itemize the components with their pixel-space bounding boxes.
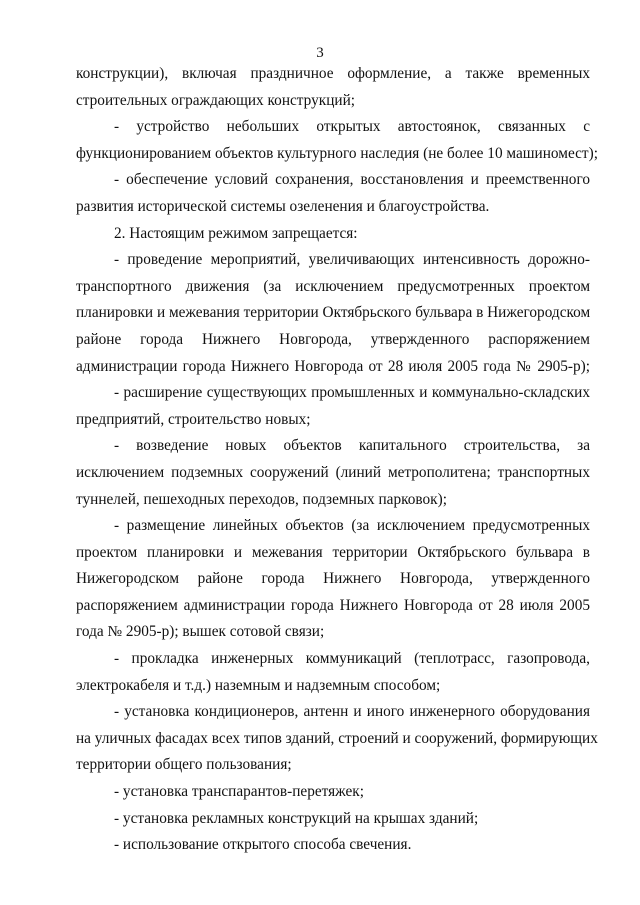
text-line: распоряжением администрации города Нижнего Новгорода от 28 июля 2005 (76, 596, 590, 614)
text-line: - возведение новых объектов капитального строительства, за (114, 437, 590, 455)
text-line: функционированием объектов культурного наследия (не более 10 машиномест); (76, 144, 598, 162)
text-line: исключением подземных сооружений (линий метрополитена; транспортных (76, 463, 590, 481)
text-line: планировки и межевания территории Октябрьского бульвара в Нижегородском (76, 304, 591, 322)
text-line: туннелей, пешеходных переходов, подземных парковок); (76, 490, 447, 508)
text-line: предприятий, строительство новых; (76, 410, 311, 428)
text-line: транспортного движения (за исключением предусмотренных проектом (76, 277, 590, 295)
page-number: 3 (316, 45, 324, 61)
text-line: - устройство небольших открытых автостоянок, связанных с (114, 118, 590, 136)
text-line: года № 2905-р); вышек сотовой связи; (76, 623, 325, 641)
text-line: - расширение существующих промышленных и коммунально-складских (114, 384, 590, 402)
text-line: - установка транспарантов-перетяжек; (114, 783, 364, 801)
text-line: - прокладка инженерных коммуникаций (теплотрасс, газопровода, (114, 650, 590, 668)
text-line: - установка рекламных конструкций на крышах зданий; (114, 809, 479, 827)
text-line: - использование открытого способа свечения. (114, 836, 412, 854)
text-line: проектом планировки и межевания территории Октябрьского бульвара в (76, 543, 590, 561)
text-line: - размещение линейных объектов (за исключением предусмотренных (114, 517, 590, 535)
text-line: на уличных фасадах всех типов зданий, строений и сооружений, формирующих (76, 729, 598, 747)
text-line: районе города Нижнего Новгорода, утвержденного распоряжением (76, 330, 590, 348)
document-body (76, 61, 598, 859)
text-line: территории общего пользования; (76, 756, 292, 774)
text-line: Нижегородском районе города Нижнего Новгорода, утвержденного (76, 570, 590, 588)
text-line: - установка кондиционеров, антенн и иного инженерного оборудования (114, 703, 590, 721)
text-line: - обеспечение условий сохранения, восстановления и преемственного (114, 171, 590, 189)
text-line: - проведение мероприятий, увеличивающих интенсивность дорожно- (114, 251, 590, 269)
text-line: электрокабеля и т.д.) наземным и надземным способом; (76, 676, 441, 694)
text-line: строительных ограждающих конструкций; (76, 91, 356, 109)
text-line: администрации города Нижнего Новгорода от 28 июля 2005 года № 2905-р); (76, 357, 590, 375)
text-line: 2. Настоящим режимом запрещается: (114, 224, 358, 242)
text-line: развития исторической системы озеленения и благоустройства. (76, 197, 490, 215)
text-line: конструкции), включая праздничное оформление, а также временных (76, 65, 590, 82)
